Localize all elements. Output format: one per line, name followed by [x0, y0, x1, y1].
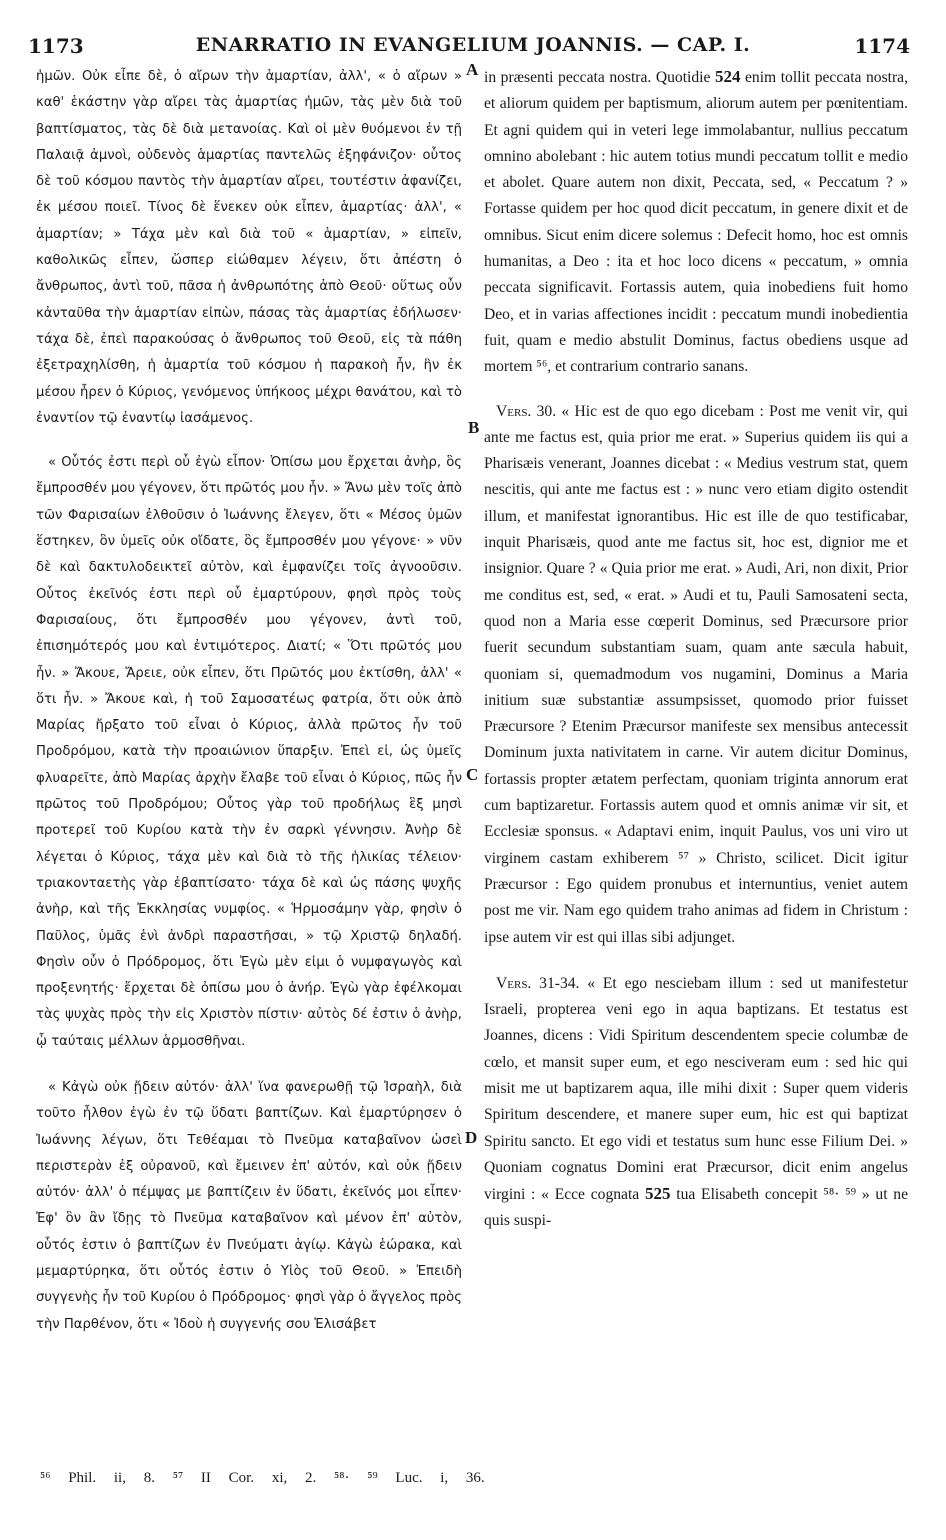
greek-paragraph-3: « Κἀγὼ οὐκ ᾔδειν αὐτόν· ἀλλ' ἵνα φανερωθῇ τῷ Ἰσραὴλ, διὰ τοῦτο ἦλθον ἐγὼ ἐν τῷ ὕδατι βαπτίζων. Καὶ ἐμαρτύρησεν ὁ Ἰωάννης λέγων, ὅτι Τεθέαμαι τὸ Πνεῦμα καταβαῖνον ὡσεὶ περιστερὰν ἐξ οὐρανοῦ, καὶ ἔμεινεν ἐπ' αὐτόν, καὶ οὐκ ᾔδειν αὐτόν· ἀλλ' ὁ πέμψας με βαπτίζειν ἐν ὕδατι, ἐκεῖνός μοι εἶπεν· Ἐφ' ὃν ἂν ἴδῃς τὸ Πνεῦμα καταβαῖνον καὶ μένον ἐπ' αὐτὸν, οὗτός ἐστιν ὁ βαπτίζων ἐν Πνεύματι ἁγίῳ. Κἀγὼ ἑώρακα, καὶ μεμαρτύρηκα, ὅτι οὗτός ἐστιν ὁ Υἱὸς τοῦ Θεοῦ. » Ἐπειδὴ συγγενὴς ἦν τοῦ Κυρίου ὁ Πρόδρομος· φησὶ γὰρ ὁ ἄγγελος πρὸς τὴν Παρθένον, ὅτι « Ἰδοὺ ἡ συγγενής σου Ἐλισάβετ — [36, 1079, 462, 1332]
paragraph-gap — [484, 951, 908, 971]
latin-text: enim tollit peccata nostra, et aliorum quidem per baptismum, aliorum autem per pœnitentiam. Et agni quidem qui in veteri lege immolabantur, nullius peccatum omnino abolebant : hic autem totius mundi peccatum tollit e medio et abolet. Quare autem non dixit, Peccata, sed, « Peccatum ? » Fortasse quidem per hoc quod dicit peccatum, in genere dixit et de omnibus. Sicut enim dicere solemus : Defecit homo, hoc est omnis humanitas, a Deo : ita et hoc loco dicens « peccatum, » omnia peccata significavit. Fortassis autem, quia inobediens fuit homo Deo, et in varias affectiones incidit : peccatum mundi inobedientia fuit, quam e medio abstulit Dominus, factus obediens usque ad mortem ⁵⁶, et contrarium contrario sanans. — [484, 69, 908, 376]
page-header — [0, 12, 946, 58]
margin-letter-d: D — [465, 1128, 478, 1147]
verse-label: Vers. 30. — [496, 402, 557, 420]
latin-paragraph-3 — [484, 971, 908, 1235]
page-number-left: 1173 — [28, 34, 84, 58]
latin-text: in præsenti peccata nostra. Quotidie — [484, 69, 715, 86]
latin-column — [484, 64, 908, 1235]
paragraph-gap — [36, 432, 462, 450]
margin-letter-a: A — [466, 60, 479, 79]
greek-column — [36, 64, 462, 1338]
verse-label: Vers. 31-34. — [496, 974, 580, 992]
footnotes: ⁵⁶ Phil. ii, 8. ⁵⁷ II Cor. xi, 2. ⁵⁸· ⁵⁹ Luc. i, 36. — [40, 1470, 485, 1486]
latin-text: « Hic est de quo ego dicebam : Post me venit vir, qui ante me factus est, quia prior me erat. » Superius quidem iis qui a Pharisæis venerant, Joannes dicebat : « Medius vestrum stat, quem nescitis, qui ante me factus est : » nunc vero etiam digito ostendit illum, et manifestat ignorantibus. Hic est ille de quo testificabar, inquit Pharisæis, quod ante me factus sit, hoc est, dignior me et insignior. Quare ? « Quia prior me erat. » Audi, Ari, non dixit, Prior me conditus est, sed, « erat. » Audi et tu, Pauli Samosateni secta, quod non a Maria esse cœperit Dominus, sed Præcursore prior fuerit secundum substantiam suam, quam ante sæcula habuit, quoniam si, quemadmodum vos nugamini, Dominus a Maria initium suæ substantiæ assumpsisset, quomodo prior fuisset Præcursore ? Etenim Præcursor manifeste sex mensibus antecessit Dominum juxta nativitatem in carne. Vir autem dicitur Dominus, fortassis propter ætatem perfectam, quoniam triginta annorum erat cum baptizaretur. Fortassis autem quod et omnis animæ vir sit, et Ecclesiæ sponsus. « Adaptavi enim, inquit Paulus, vos uni viro ut virginem castam exhiberem ⁵⁷ » Christo, scilicet. Dicit igitur Præcursor : Ego quidem pronubus et internuntius, veniet autem post me vir. Nam ego quidem traho animas ad fidem in Christum : ipse autem vir est qui illas sibi adjunget. — [484, 402, 908, 946]
running-title: ENARRATIO IN EVANGELIUM JOANNIS. — CAP. I. — [195, 34, 751, 56]
page-number-right: 1174 — [854, 34, 910, 58]
latin-text: tua Elisabeth concepit ⁵⁸· ⁵⁹ » ut ne quis suspi- — [484, 1186, 908, 1230]
margin-letter-b: B — [468, 418, 480, 437]
greek-paragraph-2: « Οὗτός ἐστι περὶ οὗ ἐγὼ εἶπον· Ὀπίσω μου ἔρχεται ἀνὴρ, ὃς ἔμπροσθέν μου γέγονεν, ὅτι πρῶτός μου ἦν. » Ἄνω μὲν τοῖς ἀπὸ τῶν Φαρισαίων ἐλθοῦσιν ὁ Ἰωάννης ἔλεγεν, ὅτι « Μέσος ὑμῶν ἕστηκεν, ὃν ὑμεῖς οὐκ οἴδατε, ὃς ἔμπροσθέν μου γέγονε· » νῦν δὲ καὶ δακτυλοδεικτεῖ αὐτὸν, καὶ ἐμφανίζει τοῖς ἀγνοοῦσιν. Οὗτος ἐκεῖνός ἐστι περὶ οὗ ἐμαρτύρουν, φησὶ πρὸς τοὺς Φαρισαίους, ὅτι ἔμπροσθέν μου γέγονεν, ἀντὶ τοῦ, ἐπισημότερός μου καὶ ἐντιμότερος. Διατί; « Ὅτι πρῶτός μου ἦν. » Ἄκουε, Ἄρειε, οὐκ εἶπεν, ὅτι Πρῶτός μου ἐκτίσθη, ἀλλ' « ὅτι ἦν. » Ἄκουε καὶ, ἡ τοῦ Σαμοσατέως φατρία, ὅτι οὐκ ἀπὸ Μαρίας ἤρξατο τοῦ εἶναι ὁ Κύριος, ἀλλὰ πρῶτος ἦν τοῦ Προδρόμου, κατὰ τὴν προαιώνιον ὕπαρξιν. Ἐπεὶ εἰ, ὡς ὑμεῖς φλυαρεῖτε, ἀπὸ Μαρίας ἀρχὴν ἔλαβε τοῦ εἶναι ὁ Κύριος, πῶς ἦν πρῶτος τοῦ Προδρόμου; Οὗτος γὰρ τοῦ προδήλως ἓξ μησὶ προτερεῖ τοῦ Κυρίου κατὰ τὴν ἐν σαρκὶ γέννησιν. Ἀνὴρ δὲ λέγεται ὁ Κύριος, τάχα μὲν καὶ διὰ τὸ τῆς ἡλικίας τέλειον· τριακονταετὴς γὰρ ἐβαπτίσατο· τάχα δὲ καὶ ὡς πάσης ψυχῆς ἀνὴρ, καὶ τῆς Ἐκκλησίας νυμφίος. « Ἡρμοσάμην γὰρ, φησὶν ὁ Παῦλος, ὑμᾶς ἑνὶ ἀνδρὶ παραστῆσαι, » τῷ Χριστῷ δηλαδή. Φησὶν οὖν ὁ Πρόδρομος, ὅτι Ἐγὼ μὲν εἰμι ὁ νυμφαγωγὸς καὶ προξενητής· ἔρχεται δὲ ὀπίσω μου ὁ ἀνήρ. Ἐγὼ γὰρ ἐφέλκομαι τὰς ψυχὰς πρὸς τὴν εἰς Χριστὸν πίστιν· αὐτὸς δέ ἐστιν ὁ ἀνὴρ, ᾧ ταύταις μέλλων ἁρμοσθῆναι. — [36, 455, 462, 1049]
greek-paragraph-1: ἡμῶν. Οὐκ εἶπε δὲ, ὁ αἴρων τὴν ἁμαρτίαν, ἀλλ', « ὁ αἴρων » καθ' ἑκάστην γὰρ αἴρει τὰς ἁμαρτίας ἡμῶν, τὰς μὲν διὰ τοῦ βαπτίσματος, τὰς δὲ διὰ μετανοίας. Καὶ οἱ μὲν θυόμενοι ἐν τῇ Παλαιᾷ ἀμνοὶ, οὐδενὸς ἁμαρτίας παντελῶς ἐξηφάνιζον· οὗτος δὲ τοῦ κόσμου παντὸς τὴν ἁμαρτίαν αἴρει, τουτέστιν ἀφανίζει, ἐκ μέσου ποιεῖ. Τίνος δὲ ἕνεκεν οὐκ εἶπεν, ἁμαρτίας· ἀλλ', « ἁμαρτίαν; » Τάχα μὲν καὶ διὰ τοῦ « ἁμαρτίαν, » εἰπεῖν, καθολικῶς εἶπεν, ὥσπερ εἰώθαμεν λέγειν, ὅτι ἀπέστη ὁ ἄνθρωπος, ἀντὶ τοῦ, πᾶσα ἡ ἀνθρωπότης ἀπὸ Θεοῦ· οὕτως οὖν κἀνταῦθα τὴν ἁμαρτίαν εἰπὼν, πάσας τὰς ἁμαρτίας ἐδήλωσεν· τάχα δὲ, ἐπεὶ παρακούσας ὁ ἄνθρωπος τοῦ Θεοῦ, εἰς τὰ πάθη ἐξετραχηλίσθη, ἡ ἁμαρτία τοῦ κόσμου ἡ παρακοὴ ἦν, ἣν ἐκ μέσου ἦρεν ὁ Κύριος, γενόμενος ὑπήκοος μέχρι θανάτου, καὶ τὸ ἐναντίον τῷ ἐναντίῳ ἰασάμενος. — [36, 69, 462, 426]
paragraph-gap — [484, 381, 908, 399]
latin-paragraph-1 — [484, 64, 908, 381]
column-number: 524 — [714, 67, 741, 86]
margin-letter-c: C — [466, 765, 479, 784]
latin-text: « Et ego nesciebam illum : sed ut manifestetur Israeli, propterea veni ego in aqua baptizans. Et testatus est Joannes, dicens : Vidi Spiritum descendentem specie columbæ de cœlo, et mansit super eum, et ego nesciveram eum : sed hic qui misit me ut baptizarem aqua, ille mihi dixit : Super quem videris Spiritum descendere, et manere super eum, hic est qui baptizat Spiritu sancto. Et ego vidi et testatus sum hunc esse Filium Dei. » Quoniam cognatus Domini erat Præcursor, dicit enim angelus virgini : « Ecce cognata — [484, 974, 908, 1204]
latin-paragraph-2 — [484, 399, 908, 951]
paragraph-gap — [36, 1055, 462, 1075]
column-number: 525 — [644, 1184, 671, 1204]
